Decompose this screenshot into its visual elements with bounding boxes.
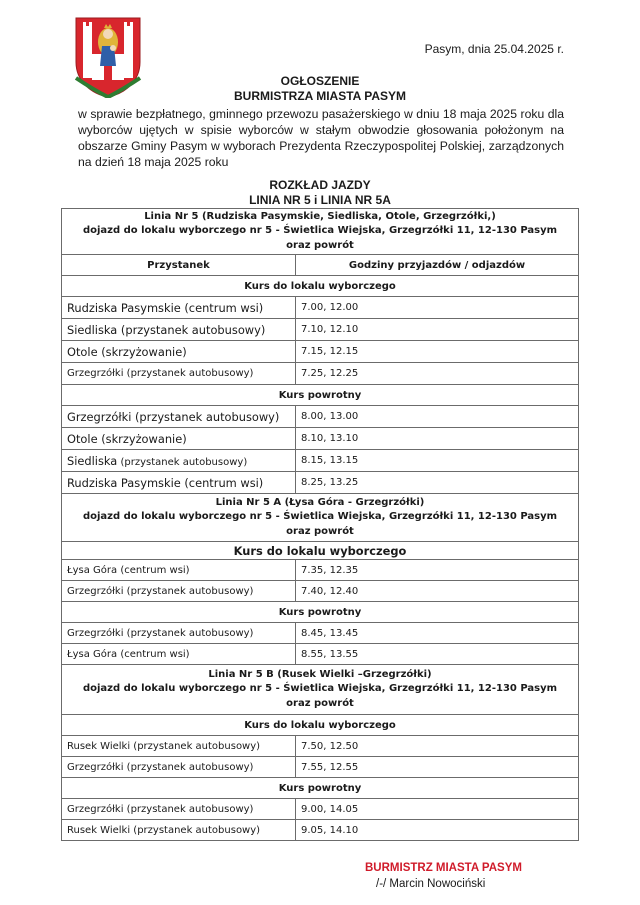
section-label: Kurs powrotny	[62, 385, 579, 406]
stop-name: Grzegrzółki (przystanek autobusowy)	[62, 757, 296, 778]
column-header-stop: Przystanek	[62, 255, 296, 276]
stop-times: 9.00, 14.05	[296, 799, 579, 820]
line-5-title: Linia Nr 5 (Rudziska Pasymskie, Siedliska, Otole, Grzegrzółki,)	[144, 210, 496, 222]
schedule-title: ROZKŁAD JAZDY	[269, 178, 371, 192]
stop-times: 7.55, 12.55	[296, 757, 579, 778]
stop-times: 7.00, 12.00	[296, 297, 579, 319]
stop-times: 7.15, 12.15	[296, 341, 579, 363]
section-header	[62, 602, 579, 623]
line-5-return: oraz powrót	[286, 239, 354, 251]
table-row	[62, 581, 579, 602]
stop-times: 8.10, 13.10	[296, 428, 579, 450]
line-5a-destination: dojazd do lokalu wyborczego nr 5 - Świetlica Wiejska, Grzegrzółki 11, 12-130 Pasym	[82, 511, 558, 523]
stop-name: Grzegrzółki (przystanek autobusowy)	[62, 799, 296, 820]
table-row	[62, 319, 579, 341]
table-row	[62, 736, 579, 757]
table-row	[62, 623, 579, 644]
section-label: Kurs powrotny	[62, 602, 579, 623]
line-5a-header	[62, 494, 579, 542]
signature-name: /-/ Marcin Nowociński	[376, 878, 486, 890]
table-row	[62, 820, 579, 841]
table-row	[62, 363, 579, 385]
announcement-title: OGŁOSZENIE	[280, 74, 360, 88]
stop-name: Rudziska Pasymskie (centrum wsi)	[62, 297, 296, 319]
stop-name: Rusek Wielki (przystanek autobusowy)	[62, 820, 296, 841]
section-label: Kurs do lokalu wyborczego	[62, 542, 579, 560]
stop-times: 8.25, 13.25	[296, 472, 579, 494]
table-row	[62, 799, 579, 820]
stop-name: Rudziska Pasymskie (centrum wsi)	[62, 472, 296, 494]
table-row	[62, 450, 579, 472]
stop-name: Siedliska (przystanek autobusowy)	[62, 319, 296, 341]
stop-name: Łysa Góra (centrum wsi)	[62, 560, 296, 581]
stop-times: 9.05, 14.10	[296, 820, 579, 841]
line-5a-return: oraz powrót	[286, 525, 354, 537]
stop-name-detail: (przystanek autobusowy)	[117, 456, 248, 468]
document-date: Pasym, dnia 25.04.2025 r.	[424, 42, 564, 56]
line-5a-title: Linia Nr 5 A (Łysa Góra - Grzegrzółki)	[215, 496, 425, 508]
stop-times: 7.40, 12.40	[296, 581, 579, 602]
line-5-destination: dojazd do lokalu wyborczego nr 5 - Świetlica Wiejska, Grzegrzółki 11, 12-130 Pasym	[82, 225, 558, 237]
schedule-table	[61, 208, 579, 841]
column-header-times: Godziny przyjazdów / odjazdów	[296, 255, 579, 276]
table-row	[62, 406, 579, 428]
stop-times: 8.00, 13.00	[296, 406, 579, 428]
stop-name-main: Siedliska	[67, 453, 118, 468]
section-header	[62, 715, 579, 736]
stop-name: Otole (skrzyżowanie)	[62, 428, 296, 450]
table-row	[62, 297, 579, 319]
stop-name: Grzegrzółki (przystanek autobusowy)	[62, 623, 296, 644]
table-row	[62, 644, 579, 665]
stop-name: Grzegrzółki (przystanek autobusowy)	[62, 363, 296, 385]
signature-role: BURMISTRZ MIASTA PASYM	[365, 862, 522, 874]
stop-name: Łysa Góra (centrum wsi)	[62, 644, 296, 665]
table-row	[62, 428, 579, 450]
stop-times: 7.10, 12.10	[296, 319, 579, 341]
stop-times: 8.55, 13.55	[296, 644, 579, 665]
table-header-row	[62, 255, 579, 276]
stop-times: 7.35, 12.35	[296, 560, 579, 581]
section-label: Kurs powrotny	[62, 778, 579, 799]
table-row	[62, 560, 579, 581]
announcement-intro: w sprawie bezpłatnego, gminnego przewozu pasażerskiego w dniu 18 maja 2025 roku dla wyborców ujętych w spisie wyborców w stałym obwodzie głosowania położonym na obszarze Gminy Pasym w wyborach Prezydenta Rzeczypospolitej Polskiej, zarządzonych na dzień 18 maja 2025 roku	[78, 107, 564, 169]
section-label: Kurs do lokalu wyborczego	[62, 276, 579, 297]
stop-name: Otole (skrzyżowanie)	[62, 341, 296, 363]
stop-times: 8.45, 13.45	[296, 623, 579, 644]
line-5b-destination: dojazd do lokalu wyborczego nr 5 - Świetlica Wiejska, Grzegrzółki 11, 12-130 Pasym	[82, 683, 558, 695]
table-row	[62, 472, 579, 494]
section-header	[62, 385, 579, 406]
line-5b-return: oraz powrót	[286, 697, 354, 709]
line-5b-title: Linia Nr 5 B (Rusek Wielki –Grzegrzółki)	[208, 668, 432, 680]
section-label: Kurs do lokalu wyborczego	[62, 715, 579, 736]
table-row	[62, 757, 579, 778]
stop-name: Grzegrzółki (przystanek autobusowy)	[62, 581, 296, 602]
line-5b-header	[62, 665, 579, 715]
section-header	[62, 276, 579, 297]
stop-times: 8.15, 13.15	[296, 450, 579, 472]
stop-name: Rusek Wielki (przystanek autobusowy)	[62, 736, 296, 757]
stop-name: Grzegrzółki (przystanek autobusowy)	[62, 406, 296, 428]
section-header	[62, 778, 579, 799]
schedule-subtitle: LINIA NR 5 i LINIA NR 5A	[249, 193, 391, 207]
stop-times: 7.50, 12.50	[296, 736, 579, 757]
stop-name	[62, 450, 296, 472]
stop-times: 7.25, 12.25	[296, 363, 579, 385]
line-5-header	[62, 209, 579, 255]
table-row	[62, 341, 579, 363]
announcement-issuer: BURMISTRZA MIASTA PASYM	[234, 89, 406, 103]
section-header	[62, 542, 579, 560]
